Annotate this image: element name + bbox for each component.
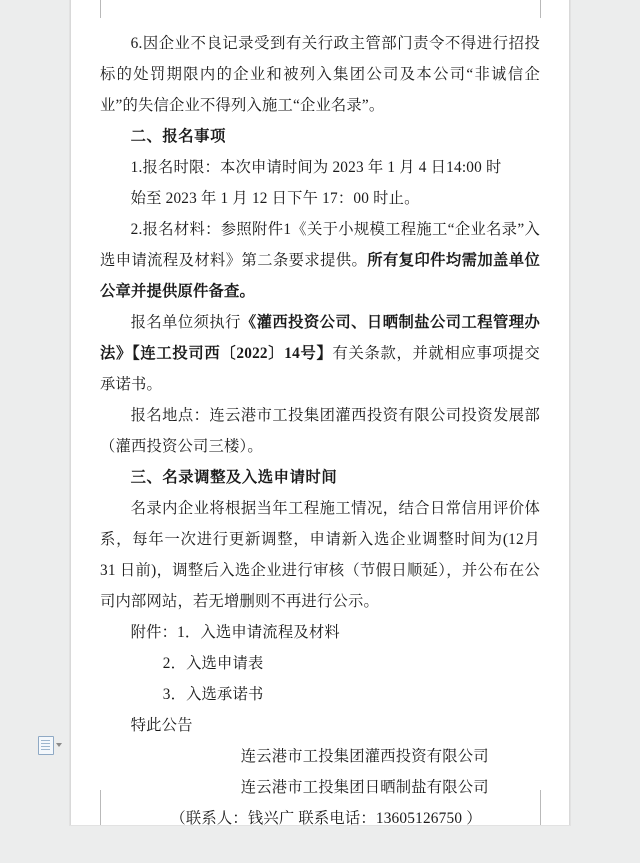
page-right-edge — [569, 0, 570, 825]
heading-section-3: 三、名录调整及入选申请时间 — [130, 469, 338, 486]
crop-mark-bottom-right — [540, 790, 541, 825]
paragraph-announcement: 特此公告 — [130, 717, 193, 734]
document-status-control[interactable] — [38, 735, 64, 755]
paragraph-item-2-materials — [100, 214, 540, 307]
contact-line: （联系人：钱兴广 联系电话：13605126750 ） — [170, 810, 482, 827]
caret-down-icon[interactable] — [56, 743, 62, 747]
page-left-edge — [70, 0, 71, 825]
item-2-emphasis: 所有复印件均需加盖单位公章并提供原件备查。 — [100, 252, 540, 300]
paragraph-location: 报名地点：连云港市工投集团灌西投资有限公司投资发展部（灌西投资公司三楼）。 — [100, 407, 540, 455]
document-icon — [38, 736, 54, 755]
paragraph-regulations — [100, 307, 540, 400]
paragraph-item-1-deadline-continued: 始至 2023 年 1 月 12 日下午 17：00 时止。 — [130, 190, 420, 207]
item-2-text: 2.报名材料：参照附件1《关于小规模工程施工“企业名录”入选申请流程及材料》第二条要求提供。 — [100, 221, 540, 269]
paragraph-attachment-2: 2．入选申请表 — [162, 655, 264, 672]
heading-section-2: 二、报名事项 — [130, 128, 226, 145]
crop-mark-top-left — [100, 0, 101, 18]
regulations-text: 报名单位须执行《灌西投资公司、日晒制盐公司工程管理办法》【连工投司西〔2022〕14号】有关条款，并就相应事项提交承诺书。 — [100, 314, 541, 393]
paragraph-attachment-1: 附件：1．入选申请流程及材料 — [130, 624, 340, 641]
paragraph-item-1-deadline: 1.报名时限：本次申请时间为 2023 年 1 月 4 日14:00 时 — [130, 159, 502, 176]
document-text-body — [100, 28, 540, 834]
paragraph-clause-6: 6.因企业不良记录受到有关行政主管部门责令不得进行招投标的处罚期限内的企业和被列入集团公司及本公司“非诚信企业”的失信企业不得列入施工“企业名录”。 — [100, 35, 540, 114]
crop-mark-top-right — [540, 0, 541, 18]
signature-company-2: 连云港市工投集团日晒制盐有限公司 — [240, 779, 489, 796]
regulations-emphasis: 《灌西投资公司、日晒制盐公司工程管理办法》【连工投司西〔2022〕14号】 — [100, 314, 540, 362]
signature-company-1: 连云港市工投集团灌西投资有限公司 — [240, 748, 489, 765]
paragraph-attachment-3: 3．入选承诺书 — [162, 686, 264, 703]
paragraph-adjustment: 名录内企业将根据当年工程施工情况，结合日常信用评价体系，每年一次进行更新调整，申请新入选企业调整时间为(12月 31 日前)，调整后入选企业进行审核（节假日顺延），并公布在公司内部网站，若无增删则不再进行公示。 — [100, 500, 540, 610]
